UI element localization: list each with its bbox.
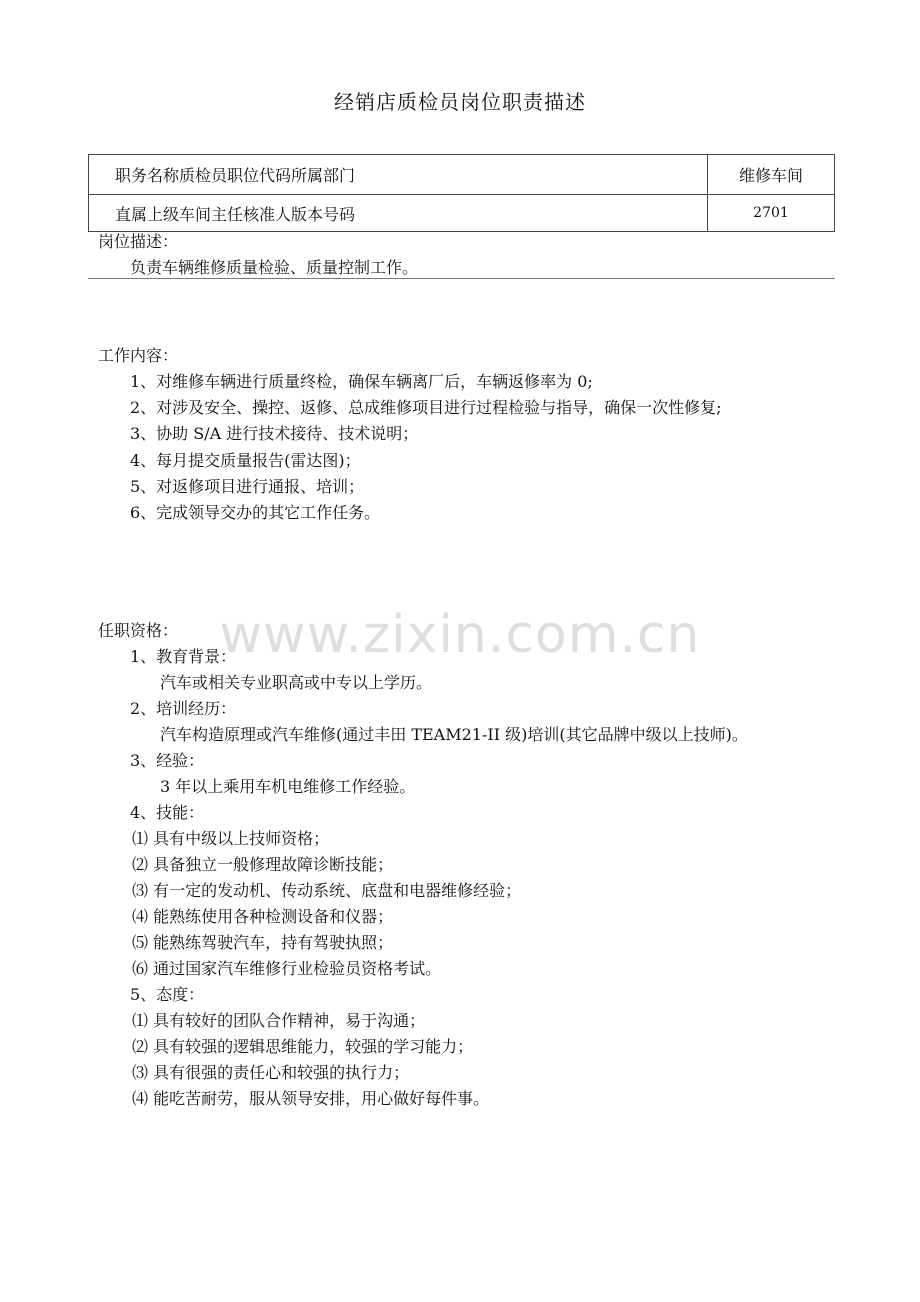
list-item: 5、对返修项目进行通报、培训； [130, 477, 365, 496]
education-label: 1、教育背景： [130, 647, 237, 666]
list-item: 4、每月提交质量报告(雷达图)； [130, 451, 361, 470]
training-text: 汽车构造原理或汽车维修(通过丰田 TEAM21-II 级)培训(其它品牌中级以上技师)。 [160, 725, 748, 744]
list-item: 1、对维修车辆进行质量终检，确保车辆离厂后，车辆返修率为 0; [130, 372, 593, 391]
work-heading: 工作内容： [98, 346, 179, 365]
document-title: 经销店质检员岗位职责描述 [334, 90, 586, 114]
list-item: ⑴ 具有中级以上技师资格； [132, 829, 330, 848]
watermark: www.zixin.com.cn [219, 605, 701, 665]
description-heading: 岗位描述： [98, 232, 179, 251]
list-item: ⑶ 有一定的发动机、传动系统、底盘和电器维修经验； [132, 881, 522, 900]
table-cell-supervisor-info: 直属上级车间主任核准人版本号码 [89, 195, 708, 232]
job-info-table [88, 154, 835, 232]
list-item: ⑹ 通过国家汽车维修行业检验员资格考试。 [132, 959, 442, 978]
description-text: 负责车辆维修质量检验、质量控制工作。 [130, 258, 419, 277]
list-item: ⑷ 能熟练使用各种检测设备和仪器； [132, 907, 394, 926]
attitude-label: 5、态度： [130, 985, 205, 1004]
skills-label: 4、技能： [130, 803, 205, 822]
qualifications-heading: 任职资格： [98, 621, 179, 640]
table-cell-job-info: 职务名称质检员职位代码所属部门 [89, 155, 708, 195]
table-cell-department: 维修车间 [708, 155, 835, 195]
table-row [89, 155, 835, 195]
list-item: ⑵ 具备独立一般修理故障诊断技能； [132, 855, 394, 874]
list-item: 6、完成领导交办的其它工作任务。 [130, 503, 381, 522]
experience-text: 3 年以上乘用车机电维修工作经验。 [160, 777, 416, 796]
section-divider [88, 278, 835, 279]
table-cell-version-code: 2701 [708, 195, 835, 232]
list-item: ⑸ 能熟练驾驶汽车，持有驾驶执照； [132, 933, 394, 952]
training-label: 2、培训经历： [130, 699, 237, 718]
table-row [89, 195, 835, 232]
experience-label: 3、经验： [130, 751, 205, 770]
education-text: 汽车或相关专业职高或中专以上学历。 [160, 673, 433, 692]
list-item: ⑷ 能吃苦耐劳，服从领导安排，用心做好每件事。 [132, 1089, 490, 1108]
list-item: 3、协助 S/A 进行技术接待、技术说明； [130, 424, 419, 443]
list-item: 2、对涉及安全、操控、返修、总成维修项目进行过程检验与指导，确保一次性修复; [130, 398, 722, 417]
list-item: ⑵ 具有较强的逻辑思维能力，较强的学习能力； [132, 1037, 474, 1056]
list-item: ⑶ 具有很强的责任心和较强的执行力； [132, 1063, 410, 1082]
list-item: ⑴ 具有较好的团队合作精神，易于沟通； [132, 1011, 426, 1030]
